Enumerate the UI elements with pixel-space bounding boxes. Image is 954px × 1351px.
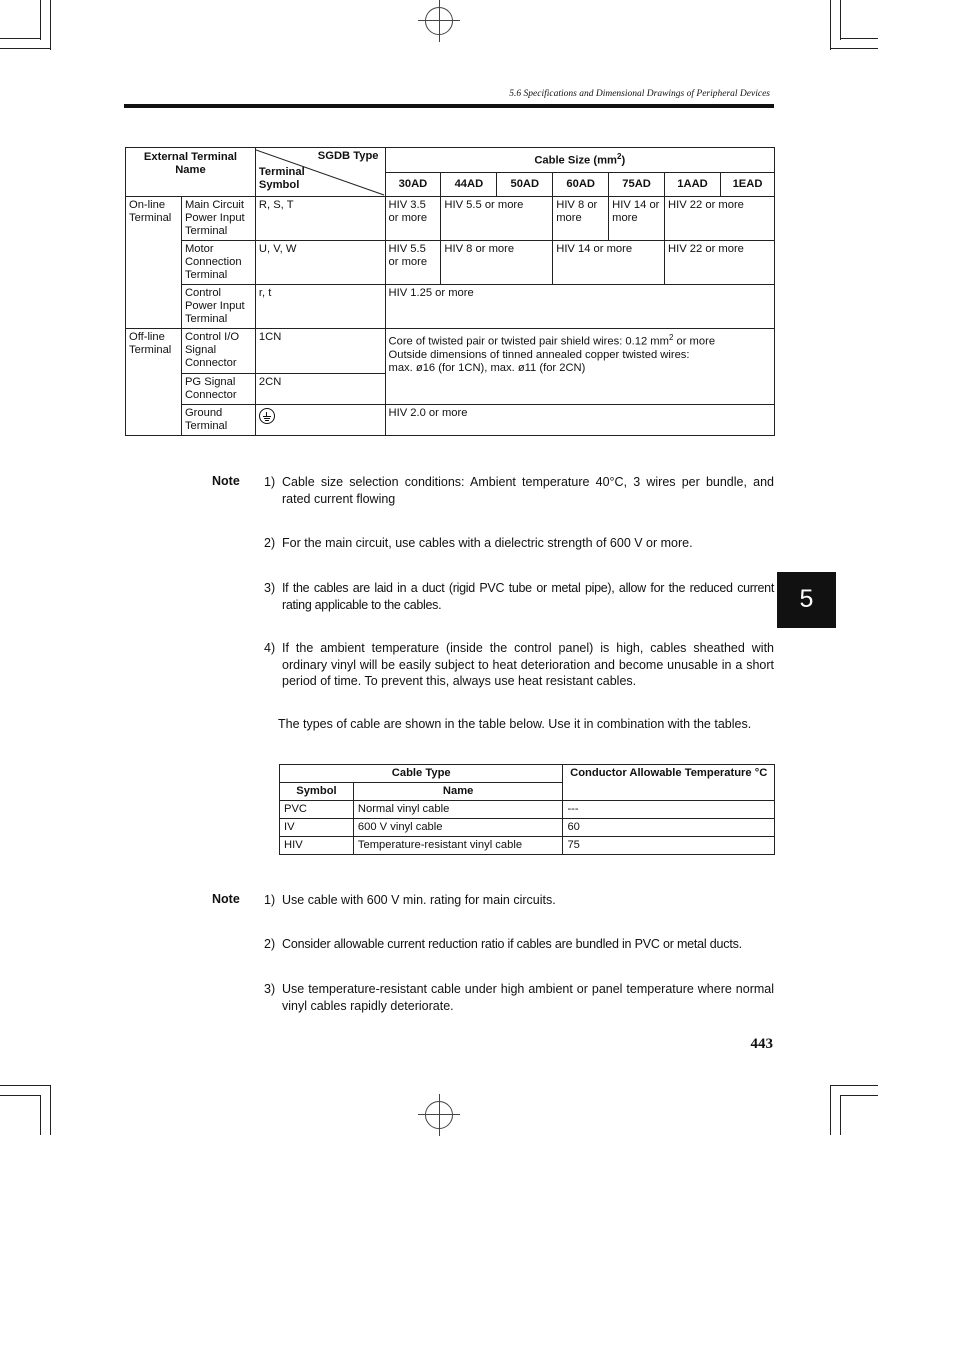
header-cable-type: Cable Type xyxy=(280,765,563,783)
cell: HIV 22 or more xyxy=(665,241,775,285)
cell-wire-spec: Core of twisted pair or twisted pair shield wires: 0.12 $mm^2$ or more Outside dimensions of tinned annealed copper twisted wires: max. ø16 (for 1CN), max. ø11 (for 2CN) xyxy=(385,329,774,405)
page-number: 443 xyxy=(750,1036,773,1052)
row-name: Main Circuit Power Input Terminal xyxy=(181,197,255,241)
cell: HIV 3.5 or more xyxy=(385,197,441,241)
note-item: 1) Cable size selection conditions: Ambient temperature 40°C, 3 wires per bundle, and rated current flowing xyxy=(264,475,774,506)
note-item: 2) For the main circuit, use cables with a dielectric strength of 600 V or more. xyxy=(264,536,693,550)
cell-name: Normal vinyl cable xyxy=(353,801,563,819)
note-label: Note xyxy=(212,892,240,906)
row-symbol: r, t xyxy=(255,285,385,329)
chapter-tab: 5 xyxy=(777,572,836,628)
cell: HIV 14 or more xyxy=(609,197,665,241)
table-row xyxy=(280,801,775,819)
cell-temp: 75 xyxy=(563,837,775,855)
table-row xyxy=(280,837,775,855)
cell: HIV 8 or more xyxy=(441,241,553,285)
group-online: On-line Terminal xyxy=(126,197,182,329)
cell-symbol: IV xyxy=(280,819,354,837)
cell-symbol: HIV xyxy=(280,837,354,855)
size-1ead: 1EAD xyxy=(720,173,774,197)
group-offline: Off-line Terminal xyxy=(126,329,182,436)
cell-name: Temperature-resistant vinyl cable xyxy=(353,837,563,855)
header-cable-size: Cable Size $(mm^2)$ xyxy=(385,148,774,173)
cell-symbol: PVC xyxy=(280,801,354,819)
size-75ad: 75AD xyxy=(609,173,665,197)
size-30ad: 30AD xyxy=(385,173,441,197)
header-symbol: Symbol xyxy=(280,783,354,801)
size-60ad: 60AD xyxy=(553,173,609,197)
cable-size-table xyxy=(125,147,775,436)
note-item: 4) If the ambient temperature (inside the control panel) is high, cables sheathed with ordinary vinyl will be easily subject to heat deterioration and become unusable in a short period of time. To prevent this, always use heat resistant cables. xyxy=(264,641,774,688)
running-header: 5.6 Specifications and Dimensional Drawings of Peripheral Devices xyxy=(509,89,770,99)
cell: HIV 2.0 or more xyxy=(385,405,774,436)
cable-type-table xyxy=(279,764,775,855)
cell: HIV 8 or more xyxy=(553,197,609,241)
header-rule xyxy=(124,104,774,108)
note-label: Note xyxy=(212,474,240,488)
note-item: 1) Use cable with 600 V min. rating for main circuits. xyxy=(264,893,556,907)
cell: HIV 1.25 or more xyxy=(385,285,774,329)
header-allowable-temp: Conductor Allowable Temperature °C xyxy=(563,765,775,801)
header-sgdb-type: SGDB Type xyxy=(317,150,379,162)
header-type-symbol xyxy=(255,148,385,197)
header-terminal-symbol: Terminal Symbol xyxy=(258,166,305,191)
row-name: Control Power Input Terminal xyxy=(181,285,255,329)
size-1aad: 1AAD xyxy=(665,173,721,197)
header-name: Name xyxy=(353,783,563,801)
row-symbol: U, V, W xyxy=(255,241,385,285)
cell-temp: --- xyxy=(563,801,775,819)
table-row xyxy=(280,819,775,837)
row-name: Ground Terminal xyxy=(181,405,255,436)
cell: HIV 5.5 or more xyxy=(385,241,441,285)
cell: HIV 14 or more xyxy=(553,241,665,285)
row-name: PG Signal Connector xyxy=(181,374,255,405)
cell: HIV 5.5 or more xyxy=(441,197,553,241)
note-item: 2) Consider allowable current reduction ratio if cables are bundled in PVC or metal ducts. xyxy=(264,937,742,951)
cell: HIV 22 or more xyxy=(665,197,775,241)
row-symbol: 1CN xyxy=(255,329,385,374)
row-name: Motor Connection Terminal xyxy=(181,241,255,285)
size-44ad: 44AD xyxy=(441,173,497,197)
row-name: Control I/O Signal Connector xyxy=(181,329,255,374)
row-symbol xyxy=(255,405,385,436)
size-50ad: 50AD xyxy=(497,173,553,197)
row-symbol: 2CN xyxy=(255,374,385,405)
cell-temp: 60 xyxy=(563,819,775,837)
cell-name: 600 V vinyl cable xyxy=(353,819,563,837)
note-item: 3) If the cables are laid in a duct (rigid PVC tube or metal pipe), allow for the reduced current rating applicable to the cables. xyxy=(264,581,774,612)
ground-icon xyxy=(259,408,275,424)
intro-paragraph: The types of cable are shown in the table below. Use it in combination with the tables. xyxy=(278,717,752,731)
row-symbol: R, S, T xyxy=(255,197,385,241)
note-item: 3) Use temperature-resistant cable under high ambient or panel temperature where normal vinyl cables rapidly deteriorate. xyxy=(264,982,774,1013)
header-external-terminal: External Terminal Name xyxy=(126,148,256,197)
